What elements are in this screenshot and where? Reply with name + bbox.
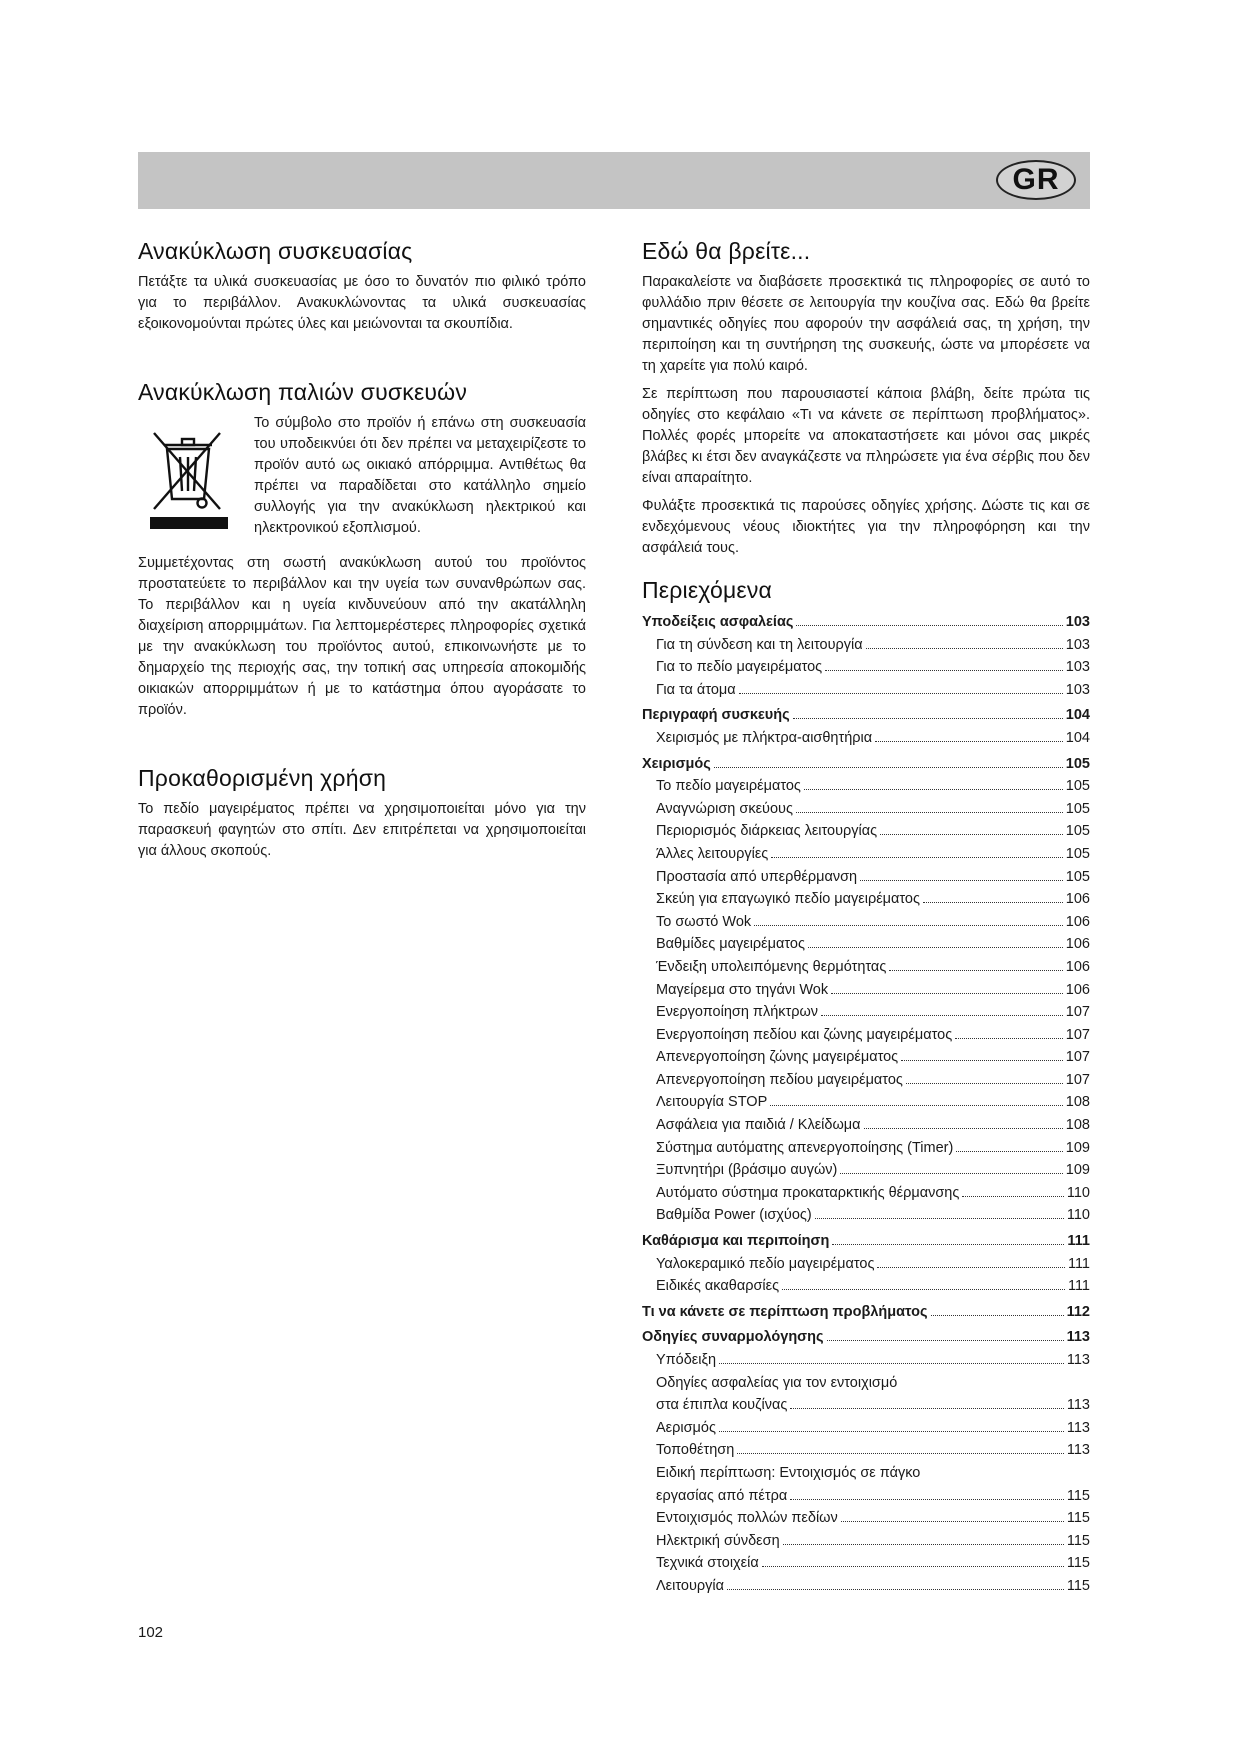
intro-paragraph-3: Φυλάξτε προσεκτικά τις παρούσες οδηγίες χρήσης. Δώστε τις και σε ενδεχόμενους νέους ιδιοκτήτες για την πληροφόρηση και την ασφάλειά τους.	[642, 498, 1090, 556]
toc-entry: Οδηγίες συναρμολόγησης 113	[642, 1329, 1090, 1346]
crossed-out-wheelie-bin-icon	[138, 413, 240, 553]
weee-block	[138, 413, 586, 553]
toc-entry: Τι να κάνετε σε περίπτωση προβλήματος 112	[642, 1303, 1090, 1320]
left-column	[138, 238, 586, 869]
toc-entry: Περιορισμός διάρκειας λειτουργίας 105	[656, 823, 1090, 840]
toc-entry: Υπόδειξη 113	[656, 1352, 1090, 1368]
toc-entry: Χειρισμός με πλήκτρα-αισθητήρια 104	[656, 729, 1090, 746]
toc-entry: Για τη σύνδεση και τη λειτουργία 103	[656, 636, 1090, 653]
toc-entry: Υποδείξεις ασφαλείας 103	[642, 614, 1090, 630]
toc-title: Περιεχόμενα	[642, 577, 773, 603]
intro-title: Εδώ θα βρείτε...	[642, 238, 811, 264]
toc-entry: Ενεργοποίηση πεδίου και ζώνης μαγειρέματος 107	[656, 1026, 1090, 1043]
toc-entry: Το σωστό Wok 106	[656, 913, 1090, 930]
language-badge: GR	[996, 160, 1076, 200]
toc-entry-continued: Οδηγίες ασφαλείας για τον εντοιχισμό	[656, 1374, 898, 1391]
toc-entry: Τοποθέτηση 113	[656, 1442, 1090, 1459]
toc-entry: Εντοιχισμός πολλών πεδίων 115	[656, 1510, 1090, 1527]
weee-symbol-graphic	[150, 425, 228, 529]
old-devices-text: Συμμετέχοντας στη σωστή ανακύκλωση αυτού του προϊόντος προστατεύετε το περιβάλλον και την υγεία των συνανθρώπων σας. Το περιβάλλον και η υγεία κινδυνεύουν από την ακατάλληλη διαχείριση απορριμμάτων. Για λεπτομερέστερες πληροφορίες σχετικά με την ανακύκλωση του προϊόντος αυτού, επικοινωνήστε με το δημαρχείο της περιοχής σας, την τοπική σας υπηρεσία αποκομιδής οικιακών απορριμμάτων ή με το κατάστημα όπου αγοράσατε το προϊόν.	[138, 555, 586, 718]
toc-entry: Σύστημα αυτόματης απενεργοποίησης (Timer) 109	[656, 1139, 1090, 1156]
toc-entry: Απενεργοποίηση πεδίου μαγειρέματος 107	[656, 1071, 1090, 1088]
intended-use-section	[138, 765, 586, 862]
packaging-recycling-section	[138, 238, 586, 335]
toc-entry: Για τα άτομα 103	[656, 681, 1090, 698]
toc-entry: Αερισμός 113	[656, 1419, 1090, 1436]
header-bar	[138, 152, 1090, 209]
packaging-recycling-title: Ανακύκλωση συσκευασίας	[138, 238, 413, 264]
toc-entry: Λειτουργία 115	[656, 1577, 1090, 1594]
toc-entry: Ασφάλεια για παιδιά / Κλείδωμα 108	[656, 1117, 1090, 1134]
toc-entry: Το πεδίο μαγειρέματος 105	[656, 778, 1090, 795]
toc-entry: Βαθμίδες μαγειρέματος 106	[656, 936, 1090, 953]
toc-entry: Άλλες λειτουργίες 105	[656, 845, 1090, 862]
toc-entry: Μαγείρεμα στο τηγάνι Wok 106	[656, 981, 1090, 998]
toc-entry: Υαλοκεραμικό πεδίο μαγειρέματος 111	[656, 1255, 1090, 1272]
toc-entry: Περιγραφή συσκευής 104	[642, 707, 1090, 724]
intended-use-text: Το πεδίο μαγειρέματος πρέπει να χρησιμοποιείται μόνο για την παρασκευή φαγητών στο σπίτι. Δεν επιτρέπεται να χρησιμοποιείται για άλλους σκοπούς.	[138, 801, 586, 859]
intro-section	[642, 238, 1090, 559]
toc-entry: Ένδειξη υπολειπόμενης θερμότητας 106	[656, 958, 1090, 975]
toc-entry: Ηλεκτρική σύνδεση 115	[656, 1532, 1090, 1549]
toc-entry: Αναγνώριση σκεύους 105	[656, 800, 1090, 817]
toc-entry: Ενεργοποίηση πλήκτρων 107	[656, 1004, 1090, 1021]
toc-entry: Αυτόματο σύστημα προκαταρκτικής θέρμανσης 110	[656, 1184, 1090, 1201]
toc-entry: Χειρισμός 105	[642, 755, 1090, 772]
toc-entry: Για το πεδίο μαγειρέματος 103	[656, 659, 1090, 676]
intro-paragraph-1: Παρακαλείστε να διαβάσετε προσεκτικά τις πληροφορίες σε αυτό το φυλλάδιο πριν θέσετε σε λειτουργία την κουζίνα σας. Εδώ θα βρείτε σημαντικές οδηγίες που αφορούν την ασφάλειά σας, τη χρήση, την περιποίηση και τη συντήρηση της συσκευής, ώστε να μπορέσετε να τη χαρείτε για πολύ καιρό.	[642, 274, 1090, 374]
packaging-recycling-text: Πετάξτε τα υλικά συσκευασίας με όσο το δυνατόν πιο φιλικό τρόπο για το περιβάλλον. Ανακυκλώνοντας τα υλικά συσκευασίας εξοικονομούνται πρώτες ύλες και μειώνονται τα σκουπίδια.	[138, 274, 586, 332]
toc-entry: Απενεργοποίηση ζώνης μαγειρέματος 107	[656, 1049, 1090, 1066]
old-devices-title: Ανακύκλωση παλιών συσκευών	[138, 379, 468, 405]
intro-paragraph-2: Σε περίπτωση που παρουσιαστεί κάποια βλάβη, δείτε πρώτα τις οδηγίες στο κεφάλαιο «Τι να κάνετε σε περίπτωση προβλήματος». Πολλές φορές μπορείτε να αποκαταστήσετε και μόνοι σας μικρές βλάβες κι έτσι δεν αναγκάζεστε να πληρώσετε για ένα σέρβις που δεν είναι απαραίτητο.	[642, 386, 1090, 486]
page-number: 102	[138, 1624, 164, 1641]
toc-entry-continued: Ειδική περίπτωση: Εντοιχισμός σε πάγκο	[656, 1464, 921, 1481]
toc-entry: στα έπιπλα κουζίνας 113	[656, 1397, 1090, 1414]
toc-entry: εργασίας από πέτρα 115	[656, 1487, 1090, 1504]
intended-use-title: Προκαθορισμένη χρήση	[138, 765, 387, 791]
toc-entry: Καθάρισμα και περιποίηση 111	[642, 1233, 1090, 1250]
toc-entry: Λειτουργία STOP 108	[656, 1094, 1090, 1111]
toc-entry: Σκεύη για επαγωγικό πεδίο μαγειρέματος 106	[656, 891, 1090, 908]
toc-entry: Ξυπνητήρι (βράσιμο αυγών) 109	[656, 1162, 1090, 1179]
toc-entry: Βαθμίδα Power (ισχύος) 110	[656, 1207, 1090, 1224]
toc-entry: Τεχνικά στοιχεία 115	[656, 1555, 1090, 1572]
weee-symbol-text: Το σύμβολο στο προϊόν ή επάνω στη συσκευασία του υποδεικνύει ότι δεν πρέπει να μεταχειρίζεστε το προϊόν αυτό ως οικιακό απόρριμμα. Αντιθέτως θα πρέπει να παραδίδεται στο κατάλληλο σημείο συλλογής για την ανακύκλωση ηλεκτρικού και ηλεκτρονικού εξοπλισμού.	[254, 415, 586, 536]
table-of-contents	[642, 611, 1090, 1598]
toc-entry: Προστασία από υπερθέρμανση 105	[656, 868, 1090, 885]
old-devices-section	[138, 379, 586, 721]
toc-entry: Ειδικές ακαθαρσίες 111	[656, 1278, 1090, 1295]
right-column	[642, 238, 1090, 1598]
